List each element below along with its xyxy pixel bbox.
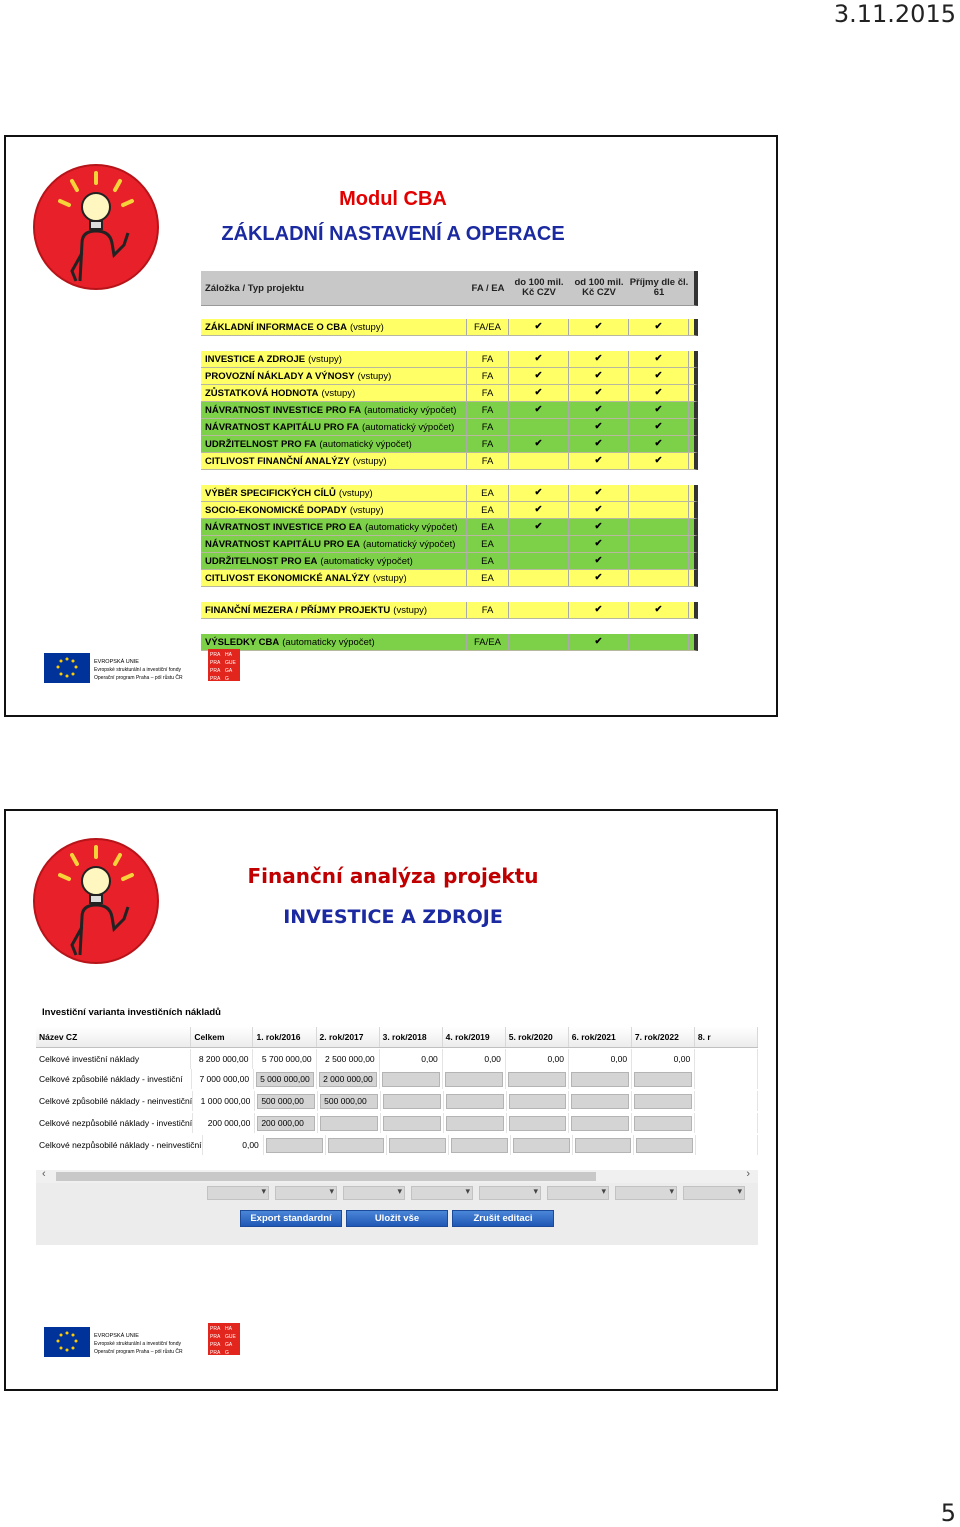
column-header: 6. rok/2021: [569, 1027, 632, 1047]
tab-name: PROVOZNÍ NÁKLADY A VÝNOSY: [205, 370, 355, 382]
table-row: [201, 436, 698, 453]
year-cell: [326, 1135, 388, 1155]
row-spacer: [201, 587, 698, 602]
check-icon: [509, 553, 569, 569]
tab-name-cell: [201, 319, 467, 335]
check-icon: [509, 602, 569, 618]
check-icon: ✔: [629, 351, 689, 367]
tab-name-cell: [201, 602, 467, 618]
table-row: [201, 385, 698, 402]
year-value: 0,00: [380, 1049, 443, 1069]
column-header: 7. rok/2022: [632, 1027, 695, 1047]
tab-name: UDRŽITELNOST PRO FA: [205, 438, 317, 450]
row-spacer: [201, 470, 698, 485]
slide-subtitle: ZÁKLADNÍ NASTAVENÍ A OPERACE: [221, 223, 565, 245]
year-value-input[interactable]: [383, 1094, 441, 1109]
header-cell: Záložka / Typ projektu: [205, 282, 305, 294]
check-icon: [629, 502, 689, 518]
eu-line-2: Evropské strukturální a investiční fondy: [94, 1341, 181, 1347]
svg-text:G: G: [225, 676, 229, 682]
tab-note: (vstupy): [321, 387, 356, 399]
year-cell: [507, 1113, 570, 1133]
check-icon: ✔: [629, 319, 689, 335]
year-value-input[interactable]: [509, 1116, 567, 1131]
check-icon: ✔: [569, 536, 629, 552]
analysis-type-cell: FA: [467, 351, 509, 367]
header-cell: Příjmy dle čl. 61: [629, 277, 689, 298]
year-cell: [632, 1091, 695, 1111]
row-spacer: [201, 306, 698, 319]
year-cell: [381, 1113, 444, 1133]
column-header: 1. rok/2016: [253, 1027, 316, 1047]
year-cell-partial: [695, 1091, 758, 1111]
tab-name: NÁVRATNOST KAPITÁLU PRO EA: [205, 538, 360, 550]
analysis-type-cell: FA: [467, 453, 509, 469]
svg-text:HA: HA: [225, 1326, 232, 1332]
year-cell: [511, 1135, 573, 1155]
check-icon: ✔: [629, 385, 689, 401]
column-filter-select[interactable]: [615, 1186, 677, 1200]
year-value-input[interactable]: [389, 1138, 446, 1153]
year-value-input[interactable]: [509, 1094, 567, 1109]
year-cell: [444, 1091, 507, 1111]
tab-note: (vstupy): [338, 487, 373, 499]
check-icon: ✔: [569, 602, 629, 618]
investment-table-panel: [36, 989, 758, 1224]
tab-note: (vstupy): [372, 572, 407, 584]
header-cell: FA / EA: [471, 282, 505, 294]
tab-note: (vstupy): [352, 455, 387, 467]
year-value-input[interactable]: 5 000 000,00: [256, 1072, 314, 1087]
year-value-input[interactable]: [446, 1094, 504, 1109]
table-row: [201, 634, 698, 651]
column-header: Celkem: [191, 1027, 253, 1047]
check-icon: ✔: [569, 453, 629, 469]
table-row: [201, 402, 698, 419]
check-icon: ✔: [509, 502, 569, 518]
check-icon: ✔: [509, 319, 569, 335]
column-header: 2. rok/2017: [317, 1027, 380, 1047]
tab-name: CITLIVOST FINANČNÍ ANALÝZY: [205, 455, 350, 467]
eu-line-3: Operační program Praha – pól růstu ČR: [94, 675, 183, 681]
table-row: [201, 351, 698, 368]
row-total: 200 000,00: [193, 1113, 255, 1133]
tab-name-cell: [201, 385, 467, 401]
year-cell: [634, 1135, 696, 1155]
page-number: 5: [940, 1499, 956, 1527]
year-value: 0,00: [443, 1049, 506, 1069]
analysis-type-cell: FA: [467, 419, 509, 435]
horizontal-scrollbar[interactable]: [36, 1170, 758, 1183]
chevron-left-icon[interactable]: ‹: [42, 1168, 46, 1180]
check-icon: ✔: [629, 602, 689, 618]
year-cell-partial: [695, 1113, 758, 1133]
check-icon: [509, 453, 569, 469]
svg-text:HA: HA: [225, 652, 232, 658]
year-value-input[interactable]: [571, 1116, 629, 1131]
year-cell-partial: [695, 1049, 758, 1069]
table-row: [36, 1113, 758, 1133]
table-row: [201, 553, 698, 570]
year-value-input[interactable]: [634, 1116, 692, 1131]
check-icon: ✔: [509, 485, 569, 501]
year-value-input[interactable]: [445, 1072, 503, 1087]
year-cell: [317, 1069, 380, 1089]
eu-line-1: EVROPSKÁ UNIE: [94, 1333, 139, 1339]
check-icon: [629, 634, 689, 650]
svg-text:PRA: PRA: [210, 1342, 221, 1348]
row-name: Celkové způsobilé náklady - neinvestiční: [36, 1091, 193, 1111]
check-icon: ✔: [569, 570, 629, 586]
cancel-edit-button[interactable]: Zrušit editaci: [452, 1210, 554, 1227]
year-cell: [443, 1069, 506, 1089]
svg-text:PRA: PRA: [210, 1326, 221, 1332]
year-value-input[interactable]: [383, 1116, 441, 1131]
column-filter-select[interactable]: [207, 1186, 269, 1200]
analysis-type-cell: FA/EA: [467, 634, 509, 650]
tab-name: NÁVRATNOST INVESTICE PRO FA: [205, 404, 362, 416]
column-filter-select[interactable]: [411, 1186, 473, 1200]
svg-text:GUE: GUE: [225, 660, 236, 666]
analysis-type-cell: FA: [467, 602, 509, 618]
table-row: [201, 570, 698, 587]
check-icon: ✔: [509, 402, 569, 418]
row-spacer: [201, 336, 698, 351]
year-value-input[interactable]: 500 000,00: [257, 1094, 315, 1109]
row-spacer: [201, 619, 698, 634]
check-icon: ✔: [629, 402, 689, 418]
table-row: [36, 1091, 758, 1111]
eu-line-1: EVROPSKÁ UNIE: [94, 659, 139, 665]
year-cell: [380, 1069, 443, 1089]
check-icon: ✔: [569, 485, 629, 501]
tab-note: (automatický výpočet): [319, 438, 412, 450]
year-value: 5 700 000,00: [253, 1049, 316, 1069]
date-label: 3.11.2015: [833, 0, 956, 28]
year-value-input[interactable]: [575, 1138, 632, 1153]
table-row: [201, 519, 698, 536]
tab-name: VÝBĚR SPECIFICKÝCH CÍLŮ: [205, 487, 336, 499]
check-icon: ✔: [569, 368, 629, 384]
analysis-type-cell: FA: [467, 368, 509, 384]
column-filter-select[interactable]: [479, 1186, 541, 1200]
tab-name-cell: [201, 419, 467, 435]
svg-text:PRA: PRA: [210, 1334, 221, 1340]
analysis-type-cell: FA: [467, 402, 509, 418]
column-filter-select[interactable]: [343, 1186, 405, 1200]
tab-name-cell: [201, 436, 467, 452]
year-cell: [569, 1113, 632, 1133]
row-name: Celkové způsobilé náklady - investiční: [36, 1069, 192, 1089]
year-value-input[interactable]: [446, 1116, 504, 1131]
export-button[interactable]: Export standardní: [240, 1210, 342, 1227]
table-caption: Investiční varianta investičních nákladů: [42, 1007, 221, 1018]
header-cell: od 100 mil. Kč CZV: [574, 277, 624, 298]
analysis-type-cell: EA: [467, 536, 509, 552]
table-row: [201, 453, 698, 470]
year-cell: [569, 1069, 632, 1089]
tab-name: UDRŽITELNOST PRO EA: [205, 555, 318, 567]
eu-line-3: Operační program Praha – pól růstu ČR: [94, 1349, 183, 1355]
tab-name: NÁVRATNOST KAPITÁLU PRO FA: [205, 421, 359, 433]
check-icon: ✔: [569, 436, 629, 452]
check-icon: [629, 553, 689, 569]
row-name: Celkové nezpůsobilé náklady - investiční: [36, 1113, 193, 1133]
check-icon: ✔: [509, 436, 569, 452]
year-cell: [449, 1135, 511, 1155]
year-cell: [632, 1069, 695, 1089]
year-value-input[interactable]: [451, 1138, 508, 1153]
filter-row: [36, 1183, 758, 1205]
tab-name: NÁVRATNOST INVESTICE PRO EA: [205, 521, 363, 533]
lightbulb-logo-icon: [32, 837, 160, 965]
check-icon: [509, 570, 569, 586]
slide-title: Modul CBA: [339, 188, 447, 210]
button-bar: [36, 1205, 758, 1245]
analysis-type-cell: EA: [467, 485, 509, 501]
column-filter-select[interactable]: [683, 1186, 745, 1200]
column-filter-select[interactable]: [275, 1186, 337, 1200]
year-value-input[interactable]: 500 000,00: [320, 1094, 378, 1109]
year-cell: [632, 1113, 695, 1133]
year-value-input[interactable]: [382, 1072, 440, 1087]
year-cell: [255, 1113, 318, 1133]
year-value-input[interactable]: [636, 1138, 693, 1153]
check-icon: ✔: [629, 453, 689, 469]
tab-name: ZŮSTATKOVÁ HODNOTA: [205, 387, 319, 399]
chevron-right-icon[interactable]: ›: [746, 1168, 750, 1180]
tab-note: (vstupy): [393, 604, 428, 616]
svg-text:PRA: PRA: [210, 652, 221, 658]
analysis-type-cell: EA: [467, 553, 509, 569]
tab-note: (automaticky výpočet): [320, 555, 413, 567]
tab-note: (automaticky výpočet): [364, 404, 457, 416]
year-cell-partial: [695, 1069, 758, 1089]
check-icon: ✔: [629, 368, 689, 384]
tab-note: (automaticky výpočet): [365, 521, 458, 533]
table-row: [201, 602, 698, 619]
year-cell: [569, 1091, 632, 1111]
year-value: 0,00: [632, 1049, 695, 1069]
table-row: [201, 502, 698, 519]
column-header: 8. r: [695, 1027, 758, 1047]
table-row: [201, 419, 698, 436]
year-value-input[interactable]: [320, 1116, 378, 1131]
tab-name-cell: [201, 536, 467, 552]
check-icon: ✔: [569, 319, 629, 335]
analysis-type-cell: EA: [467, 570, 509, 586]
year-value-input[interactable]: [328, 1138, 385, 1153]
analysis-type-cell: FA/EA: [467, 319, 509, 335]
analysis-type-cell: FA: [467, 385, 509, 401]
tab-name-cell: [201, 402, 467, 418]
year-value-input[interactable]: [571, 1072, 629, 1087]
check-icon: ✔: [569, 402, 629, 418]
table-row: [36, 1049, 758, 1069]
year-cell: [318, 1113, 381, 1133]
year-cell: [506, 1069, 569, 1089]
check-icon: ✔: [629, 436, 689, 452]
check-icon: ✔: [569, 634, 629, 650]
tab-note: (vstupy): [357, 370, 392, 382]
year-value: 0,00: [569, 1049, 632, 1069]
check-icon: ✔: [569, 519, 629, 535]
analysis-type-cell: FA: [467, 436, 509, 452]
eu-funding-logo: [44, 1323, 264, 1363]
table-row: [201, 485, 698, 502]
year-cell: [444, 1113, 507, 1133]
tab-name-cell: [201, 453, 467, 469]
check-icon: [629, 519, 689, 535]
tab-name-cell: [201, 502, 467, 518]
svg-text:G: G: [225, 1350, 229, 1356]
column-filter-select[interactable]: [547, 1186, 609, 1200]
check-icon: ✔: [509, 368, 569, 384]
cba-settings-table: [201, 271, 698, 651]
check-icon: ✔: [569, 502, 629, 518]
row-name: Celkové investiční náklady: [36, 1049, 191, 1069]
year-value: 2 500 000,00: [317, 1049, 380, 1069]
table-header: [36, 1027, 758, 1048]
slide-subtitle: INVESTICE A ZDROJE: [283, 906, 503, 928]
year-value-input[interactable]: [508, 1072, 566, 1087]
year-value-input[interactable]: [266, 1138, 323, 1153]
slide-title: Finanční analýza projektu: [247, 864, 539, 888]
check-icon: [629, 485, 689, 501]
year-value-input[interactable]: [571, 1094, 629, 1109]
row-total: 8 200 000,00: [191, 1049, 253, 1069]
tab-name: ZÁKLADNÍ INFORMACE O CBA: [205, 321, 347, 333]
slide-2: [4, 809, 778, 1391]
tab-note: (automatický výpočet): [361, 421, 455, 433]
row-total: 7 000 000,00: [192, 1069, 254, 1089]
tab-name: VÝSLEDKY CBA: [205, 636, 280, 648]
column-header: 3. rok/2018: [380, 1027, 443, 1047]
tab-name: FINANČNÍ MEZERA / PŘÍJMY PROJEKTU: [205, 604, 391, 616]
tab-note: (automatický výpočet): [363, 538, 456, 550]
year-cell: [381, 1091, 444, 1111]
tab-name: CITLIVOST EKONOMICKÉ ANALÝZY: [205, 572, 370, 584]
analysis-type-cell: EA: [467, 519, 509, 535]
svg-text:GA: GA: [225, 668, 233, 674]
tab-note: (automaticky výpočet): [282, 636, 375, 648]
check-icon: [509, 634, 569, 650]
year-value-input[interactable]: [634, 1094, 692, 1109]
year-cell: [507, 1091, 570, 1111]
year-cell-partial: [696, 1135, 758, 1155]
scrollbar-thumb[interactable]: [56, 1172, 596, 1181]
header-cell: do 100 mil. Kč CZV: [514, 277, 564, 298]
svg-text:PRA: PRA: [210, 660, 221, 666]
tab-name-cell: [201, 485, 467, 501]
tab-name-cell: [201, 570, 467, 586]
tab-name-cell: [201, 519, 467, 535]
table-row: [201, 536, 698, 553]
analysis-type-cell: EA: [467, 502, 509, 518]
check-icon: ✔: [509, 519, 569, 535]
year-value: 0,00: [506, 1049, 569, 1069]
column-header: Název CZ: [36, 1027, 191, 1047]
table-row: [201, 368, 698, 385]
check-icon: ✔: [509, 351, 569, 367]
year-cell: [318, 1091, 381, 1111]
check-icon: ✔: [569, 553, 629, 569]
eu-line-2: Evropské strukturální a investiční fondy: [94, 667, 181, 673]
row-name: Celkové nezpůsobilé náklady - neinvestiční: [36, 1135, 203, 1155]
eu-funding-logo: [44, 649, 264, 689]
tab-note: (vstupy): [349, 321, 384, 333]
check-icon: [509, 419, 569, 435]
tab-name: SOCIO-EKONOMICKÉ DOPADY: [205, 504, 347, 516]
tab-note: (vstupy): [308, 353, 342, 365]
check-icon: [629, 570, 689, 586]
year-cell: [254, 1069, 317, 1089]
table-header: [201, 271, 698, 306]
svg-text:PRA: PRA: [210, 676, 221, 682]
year-value-input[interactable]: 2 000 000,00: [319, 1072, 377, 1087]
row-total: 0,00: [203, 1135, 264, 1155]
check-icon: [629, 536, 689, 552]
check-icon: ✔: [509, 385, 569, 401]
slide-1: [4, 135, 778, 717]
tab-name-cell: [201, 351, 467, 367]
tab-note: (vstupy): [349, 504, 384, 516]
year-cell: [387, 1135, 449, 1155]
save-all-button[interactable]: Uložit vše: [346, 1210, 448, 1227]
tab-name-cell: [201, 368, 467, 384]
check-icon: [509, 536, 569, 552]
table-row: [201, 319, 698, 336]
check-icon: ✔: [629, 419, 689, 435]
check-icon: ✔: [569, 385, 629, 401]
check-icon: ✔: [569, 351, 629, 367]
tab-name: INVESTICE A ZDROJE: [205, 353, 306, 365]
tab-name-cell: [201, 553, 467, 569]
row-total: 1 000 000,00: [193, 1091, 255, 1111]
svg-text:PRA: PRA: [210, 1350, 221, 1356]
column-header: 5. rok/2020: [506, 1027, 569, 1047]
table-row: [36, 1135, 758, 1155]
year-value-input[interactable]: [634, 1072, 692, 1087]
tab-name-cell: [201, 634, 467, 650]
column-header: 4. rok/2019: [443, 1027, 506, 1047]
year-cell: [573, 1135, 635, 1155]
year-cell: [264, 1135, 326, 1155]
table-row: [36, 1069, 758, 1089]
year-cell: [255, 1091, 318, 1111]
year-value-input[interactable]: [513, 1138, 570, 1153]
svg-text:GA: GA: [225, 1342, 233, 1348]
check-icon: ✔: [569, 419, 629, 435]
svg-text:PRA: PRA: [210, 668, 221, 674]
year-value-input[interactable]: 200 000,00: [257, 1116, 315, 1131]
svg-text:GUE: GUE: [225, 1334, 236, 1340]
